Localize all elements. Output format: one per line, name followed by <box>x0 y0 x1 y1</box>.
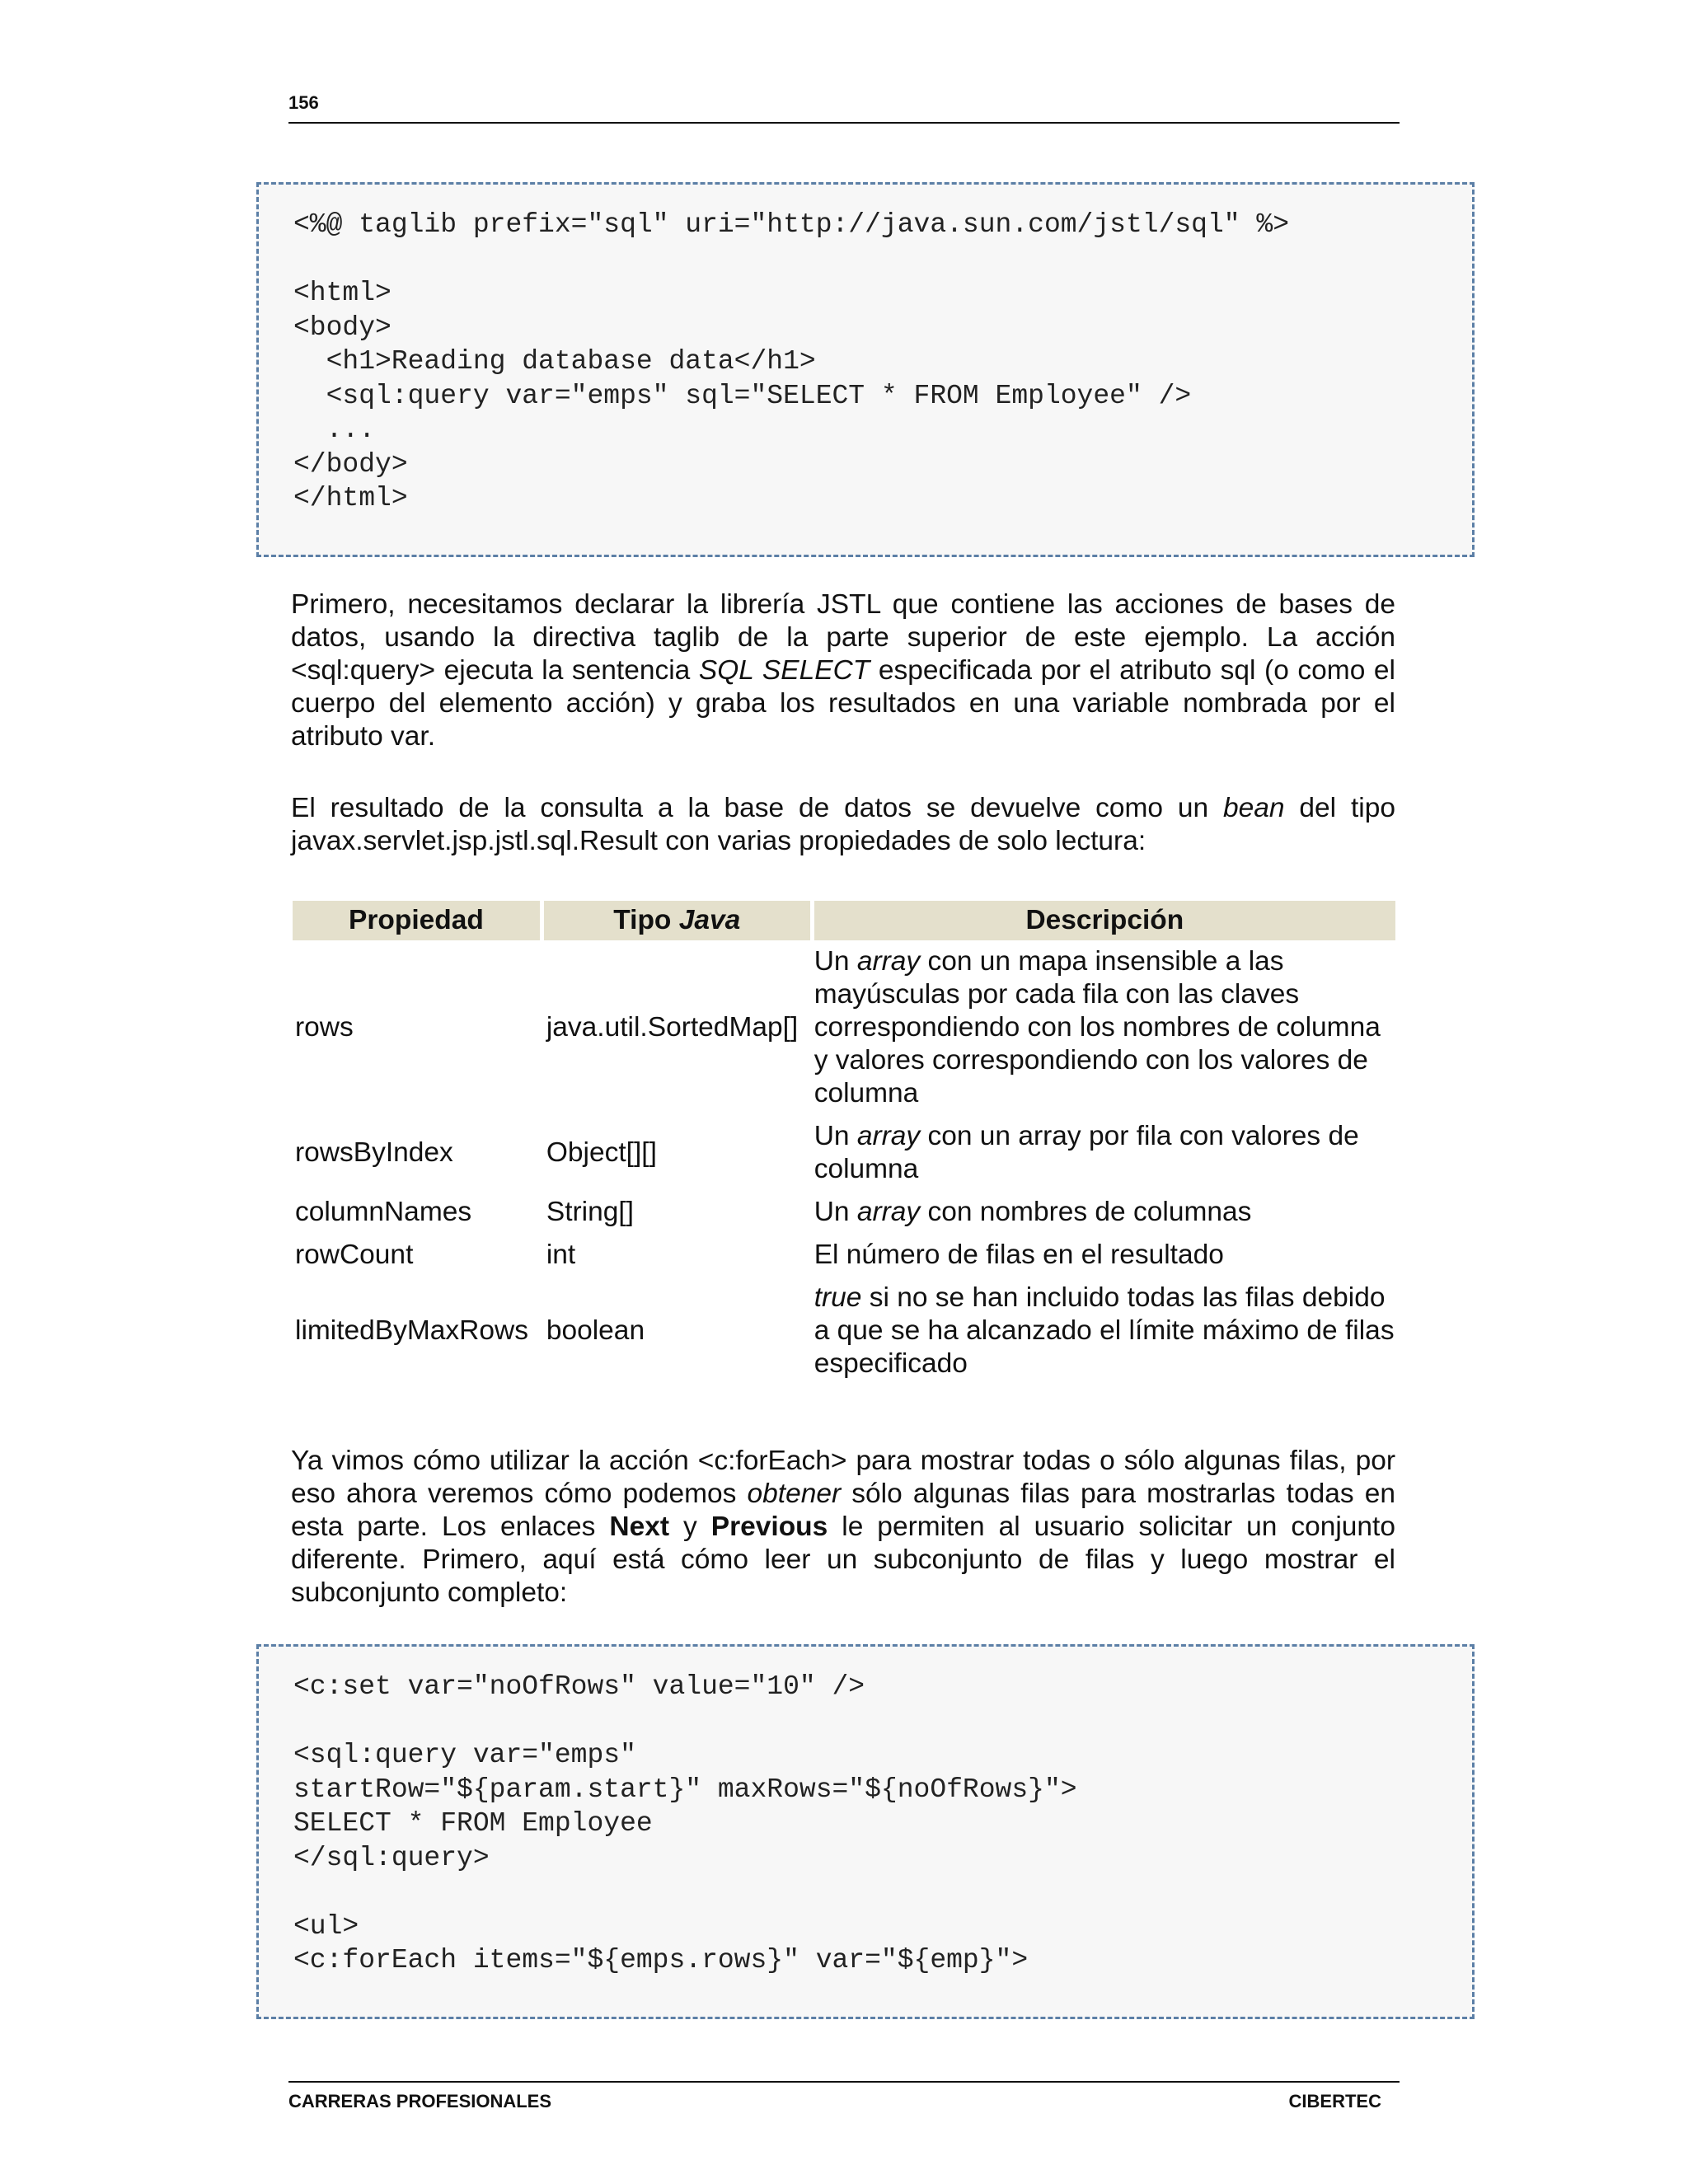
code-line: <html> <box>293 278 392 308</box>
cell-description: true si no se han incluido todas las filas debido a que se ha alcanzado el límite máximo de filas especificado <box>814 1282 1395 1379</box>
cell-description: Un array con un array por fila con valores de columna <box>814 1121 1359 1184</box>
code-line: <body> <box>293 312 392 343</box>
cell-description: El número de filas en el resultado <box>814 1240 1224 1270</box>
cell-type: Object[][] <box>546 1137 657 1168</box>
paragraph-result: El resultado de la consulta a la base de datos se devuelve como un bean del tipo javax.servlet.jsp.jstl.sql.Result con varias propiedades de solo lectura: <box>291 793 1395 856</box>
code-line: <ul> <box>293 1910 359 1942</box>
cell-type: String[] <box>546 1197 634 1227</box>
footer-rule <box>288 2081 1400 2083</box>
code-block-taglib <box>256 182 1475 557</box>
cell-type: java.util.SortedMap[] <box>546 1012 799 1043</box>
table-row <box>293 1234 1395 1277</box>
code-line: </html> <box>293 483 408 513</box>
page-number: 156 <box>288 92 319 113</box>
cell-type: int <box>546 1240 576 1270</box>
cell-property: rowsByIndex <box>295 1137 453 1168</box>
table-row <box>293 1277 1395 1385</box>
cell-property: rows <box>295 1012 354 1043</box>
properties-table <box>288 901 1400 1385</box>
cell-property: rowCount <box>295 1240 414 1270</box>
code-block-query <box>256 1644 1475 2019</box>
header-propiedad: Propiedad <box>293 901 540 940</box>
code-line: </sql:query> <box>293 1842 490 1873</box>
code-line: <%@ taglib prefix="sql" uri="http://java.sun.com/jstl/sql" %> <box>293 209 1289 240</box>
cell-property: limitedByMaxRows <box>295 1315 528 1346</box>
header-tipo-java: Tipo Java <box>544 901 810 940</box>
paragraph-foreach: Ya vimos cómo utilizar la acción <c:forEach> para mostrar todas o sólo algunas filas, por eso ahora veremos cómo podemos obtener sólo algunas filas para mostrarlas todas en esta parte. Los enlaces Next y Previous le permiten al usuario solicitar un conjunto diferente. Primero, aquí está cómo leer un subconjunto de filas y luego mostrar el subconjunto completo: <box>291 1446 1395 1608</box>
code-line: <sql:query var="emps" <box>293 1740 636 1770</box>
cell-description: Un array con nombres de columnas <box>814 1197 1252 1227</box>
code-line: <h1>Reading database data</h1> <box>293 346 816 377</box>
table-row <box>293 940 1395 1115</box>
footer-right: CIBERTEC <box>1288 2091 1381 2111</box>
table-row <box>293 1115 1395 1191</box>
table-header-row <box>293 901 1395 940</box>
header-rule <box>288 122 1400 124</box>
page-footer <box>288 2081 1400 2112</box>
code-line: <c:set var="noOfRows" value="10" /> <box>293 1671 865 1702</box>
code-line <box>293 1704 1472 1739</box>
cell-property: columnNames <box>295 1197 472 1227</box>
code-line: startRow="${param.start}" maxRows="${noOfRows}"> <box>293 1774 1077 1805</box>
header-descripcion: Descripción <box>814 901 1395 940</box>
code-line: <sql:query var="emps" sql="SELECT * FROM Employee" /> <box>293 380 1192 411</box>
cell-description: Un array con un mapa insensible a las mayúsculas por cada fila con las claves correspondiendo con los nombres de columna y valores correspondiendo con los valores de columna <box>814 946 1381 1108</box>
footer-left: CARRERAS PROFESIONALES <box>288 2091 552 2111</box>
code-line: ... <box>293 415 376 445</box>
page-header <box>288 92 1400 124</box>
paragraph-intro: Primero, necesitamos declarar la librería JSTL que contiene las acciones de bases de datos, usando la directiva taglib de la parte superior de este ejemplo. La acción <sql:query> ejecuta la sentencia SQL SELECT especificada por el atributo sql (o como el cuerpo del elemento acción) y graba los resultados en una variable nombrada por el atributo var. <box>291 589 1395 752</box>
code-line: <c:forEach items="${emps.rows}" var="${emp}"> <box>293 1945 1029 1975</box>
code-line: </body> <box>293 448 408 480</box>
table-row <box>293 1191 1395 1234</box>
code-line: SELECT * FROM Employee <box>293 1808 653 1839</box>
code-line <box>293 1875 1472 1910</box>
cell-type: boolean <box>546 1315 645 1346</box>
code-line <box>293 242 1472 277</box>
